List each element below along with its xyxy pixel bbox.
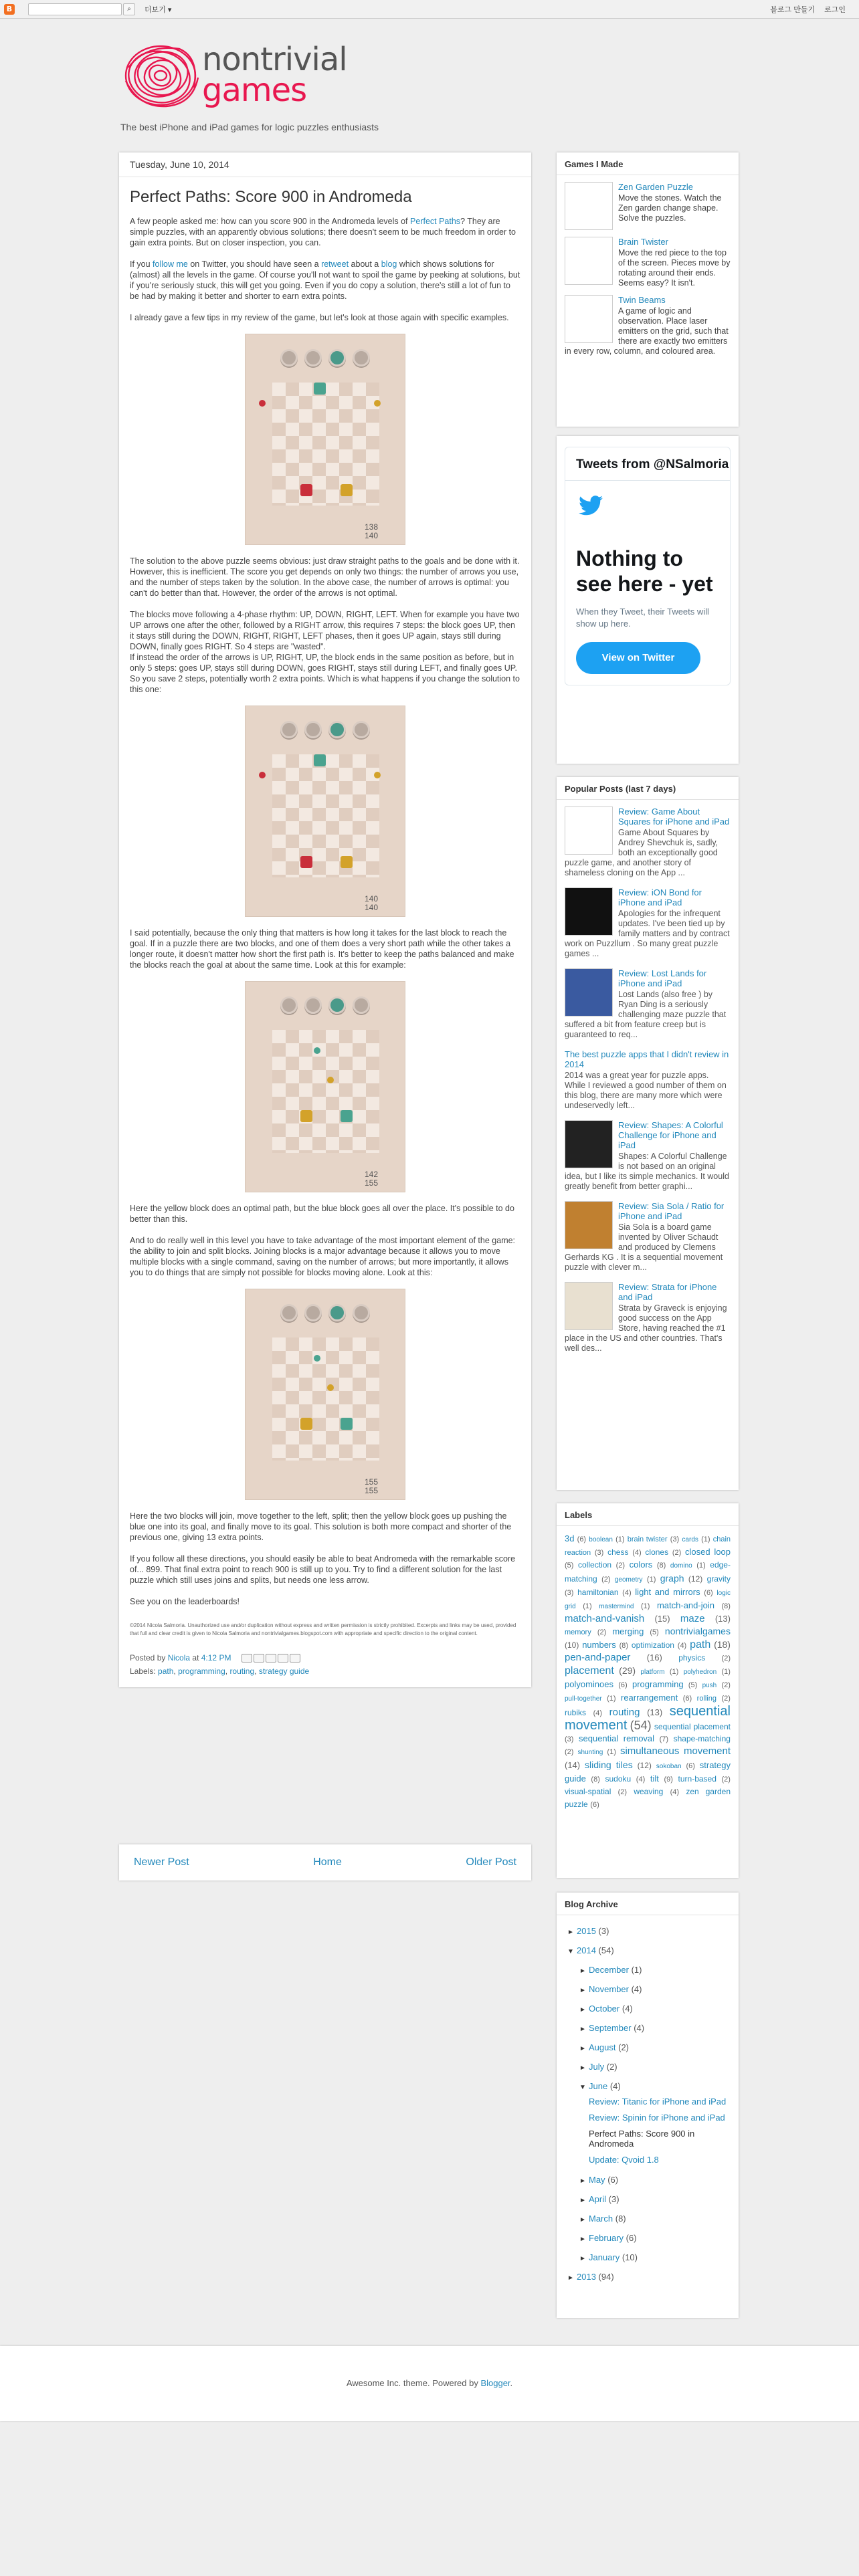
label-link[interactable]: closed loop: [685, 1547, 731, 1557]
game-thumbnail[interactable]: [565, 237, 613, 285]
popular-post-item: [565, 1120, 731, 1192]
popular-post-thumbnail[interactable]: [565, 887, 613, 936]
label-count: (29): [619, 1665, 636, 1676]
archive-link[interactable]: April: [589, 2194, 607, 2204]
label-link[interactable]: match-and-vanish: [565, 1613, 645, 1624]
score-readout: 142 155: [364, 1170, 378, 1188]
archive-count: (4): [622, 2004, 633, 2014]
archive-post-link[interactable]: Update: Qvoid 1.8: [589, 2155, 659, 2165]
label-link[interactable]: placement: [565, 1665, 614, 1677]
widget-title: Blog Archive: [557, 1899, 739, 1915]
label-count: (1): [615, 1535, 625, 1543]
copyright-notice: ©2014 Nicola Salmoria. Unauthorized use and/or duplication without express and written permission is strictly prohibited. Excerpts and links may be used, provided that full and clear credit is given to Nicola Salmoria and nontrivialgames.blogspot.com with appropriate and specific direction to the original content.: [130, 1622, 516, 1636]
label-link[interactable]: 3d: [565, 1533, 575, 1543]
post-footer: Posted by Nicola at 4:12 PM Labels: path, programming, routing, strategy guide: [130, 1653, 310, 1676]
blog-link[interactable]: blog: [381, 259, 397, 269]
post-label-link[interactable]: path: [158, 1667, 174, 1676]
label-count: (4): [636, 1776, 646, 1784]
post-label-link[interactable]: programming: [178, 1667, 225, 1676]
facebook-share-icon[interactable]: [278, 1654, 288, 1662]
paragraph: Here the two blocks will join, move together to the left, split; then the yellow block goes up pushing the blue one into its goal, and finally move to its goal. This solution is both more compact and shorter of the previous one, giving 13 extra points.: [130, 1511, 512, 1542]
label-link[interactable]: merging: [612, 1626, 644, 1636]
label-count: (12): [688, 1574, 703, 1584]
label-count: (1): [701, 1535, 710, 1543]
label-count: (15): [654, 1614, 670, 1624]
popular-post-thumbnail[interactable]: [565, 807, 613, 855]
label-count: (4): [622, 1589, 632, 1597]
label-link[interactable]: logic grid: [565, 1590, 731, 1610]
label-count: (6): [618, 1681, 628, 1689]
page-footer: Awesome Inc. theme. Powered by Blogger.: [0, 2346, 859, 2421]
older-post-link[interactable]: Older Post: [466, 1856, 516, 1868]
popular-posts-widget: [557, 777, 739, 1490]
retweet-link[interactable]: retweet: [321, 259, 349, 269]
label-count: (18): [714, 1639, 731, 1650]
label-count: (1): [721, 1668, 731, 1676]
archive-post-link[interactable]: Perfect Paths: Score 900 in Andromeda: [589, 2129, 695, 2149]
paragraph: I already gave a few tips in my review of the game, but let's look at those again with specific examples.: [130, 313, 509, 322]
label-count: (13): [647, 1707, 663, 1717]
label-count: (1): [646, 1576, 656, 1584]
label-count: (6): [704, 1589, 713, 1597]
game-link[interactable]: Twin Beams: [618, 295, 666, 305]
label-link[interactable]: sliding tiles: [584, 1759, 633, 1770]
label-link[interactable]: clones: [645, 1547, 669, 1557]
blogger-logo[interactable]: B: [4, 4, 15, 15]
label-link[interactable]: rearrangement: [620, 1693, 678, 1703]
archive-year: [565, 1922, 731, 1941]
label-count: (1): [696, 1562, 706, 1570]
label-count: (12): [637, 1761, 652, 1770]
label-link[interactable]: weaving: [634, 1787, 664, 1796]
label-link[interactable]: graph: [660, 1573, 684, 1584]
blog-header: [119, 37, 735, 132]
blog-pager: [119, 1844, 531, 1881]
expand-toggle-icon[interactable]: ►: [579, 2064, 586, 2072]
expand-toggle-icon[interactable]: ►: [579, 2197, 586, 2204]
label-count: (3): [565, 1735, 574, 1743]
twitter-empty-heading: Nothing to see here - yet: [576, 546, 713, 596]
puzzle-board: [272, 1030, 379, 1153]
label-count: (10): [565, 1640, 579, 1650]
post-label-link[interactable]: routing: [229, 1667, 255, 1676]
game-thumbnail[interactable]: [565, 182, 613, 230]
timestamp-link[interactable]: 4:12 PM: [201, 1653, 231, 1662]
game-item: Zen Garden Puzzle Move the stones. Watch the Zen garden change shape. Solve the puzzles.: [565, 182, 731, 230]
expand-toggle-icon[interactable]: ►: [579, 2045, 586, 2052]
popular-post-excerpt: Lost Lands (also free ) by Ryan Ding is a seriously challenging maze puzzle that suffered a bit from feature creep but is guaranteed to req...: [565, 990, 727, 1039]
popular-post-link[interactable]: Review: Strata for iPhone and iPad: [618, 1282, 717, 1302]
label-link[interactable]: chess: [607, 1547, 629, 1557]
blogthis-share-icon[interactable]: [254, 1654, 264, 1662]
label-link[interactable]: shape-matching: [673, 1734, 731, 1743]
popular-post-link[interactable]: Review: Sia Sola / Ratio for iPhone and iPad: [618, 1201, 725, 1221]
label-count: (1): [669, 1668, 679, 1676]
archive-month: [565, 2019, 731, 2038]
follow-me-link[interactable]: follow me: [153, 259, 188, 269]
twitter-bird-icon: [579, 496, 603, 516]
label-link[interactable]: zen garden puzzle: [565, 1787, 731, 1809]
game-link[interactable]: Brain Twister: [618, 237, 668, 247]
archive-year: [565, 2268, 731, 2287]
archive-count: (10): [622, 2252, 638, 2262]
label-count: (4): [670, 1788, 680, 1796]
label-count: (2): [721, 1654, 731, 1662]
label-count: (5): [650, 1628, 659, 1636]
archive-month: [565, 2077, 731, 2097]
puzzle-board: [272, 754, 379, 877]
expand-toggle-icon[interactable]: ►: [567, 1929, 574, 1936]
search-icon: ⌕: [127, 5, 131, 13]
archive-link[interactable]: May: [589, 2175, 605, 2185]
label-count: (2): [721, 1681, 731, 1689]
twitter-header[interactable]: Tweets from @NSalmoria: [565, 457, 730, 481]
post-label-link[interactable]: strategy guide: [258, 1667, 310, 1676]
archive-month: [565, 2171, 731, 2190]
archive-link[interactable]: March: [589, 2214, 613, 2224]
label-link[interactable]: domino: [670, 1562, 692, 1570]
archive-link[interactable]: October: [589, 2004, 620, 2014]
score-readout: 138 140: [364, 522, 378, 540]
archive-post-link[interactable]: Review: Spinin for iPhone and iPad: [589, 2113, 725, 2123]
label-link[interactable]: tilt: [650, 1774, 659, 1784]
archive-link[interactable]: June: [589, 2081, 608, 2091]
share-buttons: [242, 1654, 300, 1662]
expand-toggle-icon[interactable]: ►: [579, 2255, 586, 2262]
popular-post-thumbnail[interactable]: [565, 1120, 613, 1168]
archive-count: (1): [631, 1965, 642, 1975]
score-readout: 155 155: [364, 1477, 378, 1495]
score-readout: 140 140: [364, 894, 378, 912]
paragraph: See you on the leaderboards!: [130, 1597, 240, 1606]
twitter-widget: [557, 436, 739, 764]
archive-count: (54): [598, 1945, 614, 1955]
label-count: (6): [590, 1801, 599, 1809]
pinterest-share-icon[interactable]: [290, 1654, 300, 1662]
label-count: (8): [619, 1642, 629, 1650]
popular-post-thumbnail[interactable]: [565, 968, 613, 1016]
popular-post-item: [565, 887, 731, 959]
label-link[interactable]: cards: [682, 1536, 698, 1543]
blogger-link[interactable]: Blogger: [480, 2378, 510, 2388]
label-count: (5): [688, 1681, 698, 1689]
archive-count: (94): [598, 2272, 614, 2282]
label-count: (3): [594, 1549, 604, 1557]
label-count: (16): [646, 1652, 662, 1662]
label-count: (7): [659, 1735, 669, 1743]
label-count: (1): [607, 1695, 616, 1703]
label-link[interactable]: nontrivialgames: [664, 1626, 731, 1636]
label-link[interactable]: sequential movement: [565, 1704, 731, 1733]
label-link[interactable]: rubiks: [565, 1708, 587, 1717]
label-count: (4): [632, 1549, 642, 1557]
paragraph: If you follow all these directions, you should easily be able to beat Andromeda with the remarkable score of... 899. That final extra point to reach 900 is still up to you. Try to find a different solution for the last puzzle which still uses joins and splits, but needs one less arrow.: [130, 1554, 516, 1585]
archive-post-list: [565, 2097, 731, 2165]
archive-link[interactable]: September: [589, 2023, 632, 2033]
popular-post-excerpt: Strata by Graveck is enjoying good success on the App Store, having reached the #1 place in the US and other countries. That's well des...: [565, 1303, 727, 1353]
label-count: (2): [721, 1776, 731, 1784]
popular-post-link[interactable]: Review: Lost Lands for iPhone and iPad: [618, 968, 707, 988]
label-count: (2): [601, 1576, 611, 1584]
label-link[interactable]: routing: [609, 1707, 640, 1718]
label-link[interactable]: rolling: [696, 1695, 717, 1703]
archive-count: (3): [598, 1926, 609, 1936]
collapse-toggle-icon[interactable]: ▼: [579, 2084, 586, 2091]
popular-post-excerpt: 2014 was a great year for puzzle apps. While I reviewed a good number of them on this blog, there are many more which were undeservedly left...: [565, 1071, 727, 1110]
label-link[interactable]: physics: [678, 1653, 706, 1662]
label-count: (13): [714, 1614, 731, 1624]
archive-month: [565, 2190, 731, 2210]
game-item: Brain Twister Move the red piece to the top of the screen. Pieces move by rotating around their ends. Seems easy? It isn't.: [565, 237, 731, 288]
twitter-timeline: [565, 447, 731, 685]
archive-count: (4): [634, 2023, 645, 2033]
twitter-empty-text: When they Tweet, their Tweets will show up here.: [576, 607, 709, 629]
archive-month: [565, 2248, 731, 2268]
expand-toggle-icon[interactable]: ►: [579, 2177, 586, 2185]
label-link[interactable]: collection: [578, 1560, 612, 1570]
archive-month: [565, 1961, 731, 1980]
author-link[interactable]: Nicola: [167, 1653, 191, 1662]
label-link[interactable]: hamiltonian: [577, 1588, 619, 1597]
label-count: (2): [597, 1628, 607, 1636]
game-screenshot[interactable]: [245, 981, 405, 1192]
popular-post-link[interactable]: Review: iON Bond for iPhone and iPad: [618, 887, 702, 907]
archive-month: [565, 2058, 731, 2077]
label-link[interactable]: path: [690, 1639, 711, 1650]
label-count: (2): [617, 1788, 628, 1796]
archive-year: [565, 1941, 731, 1961]
label-count: (1): [607, 1748, 616, 1756]
label-count: (4): [677, 1642, 687, 1650]
archive-link[interactable]: January: [589, 2252, 620, 2262]
label-link[interactable]: programming: [632, 1679, 684, 1689]
view-on-twitter-button[interactable]: View on Twitter: [576, 642, 700, 674]
label-count: (3): [565, 1589, 574, 1597]
label-link[interactable]: numbers: [582, 1640, 616, 1650]
expand-toggle-icon[interactable]: ►: [579, 1987, 586, 1994]
archive-month: [565, 2210, 731, 2229]
archive-month: [565, 2000, 731, 2019]
archive-count: (2): [606, 2062, 617, 2072]
blog-logo[interactable]: [119, 37, 735, 118]
post-date: Tuesday, June 10, 2014: [119, 159, 531, 177]
game-screenshot[interactable]: [245, 706, 405, 917]
archive-link[interactable]: November: [589, 1984, 629, 1994]
perfect-paths-link[interactable]: Perfect Paths: [410, 217, 461, 226]
label-link[interactable]: brain twister: [627, 1535, 668, 1543]
archive-link[interactable]: December: [589, 1965, 629, 1975]
expand-toggle-icon[interactable]: ►: [579, 2006, 586, 2014]
archive-count: (6): [607, 2175, 619, 2185]
newer-post-link[interactable]: Newer Post: [134, 1856, 189, 1868]
logo-text-games: games: [202, 72, 307, 109]
label-count: (54): [630, 1719, 652, 1732]
popular-post-excerpt: Shapes: A Colorful Challenge is not based on an original idea, but I like its simple mechanics. It would greatly benefit from better graphi...: [565, 1152, 729, 1191]
label-link[interactable]: polyhedron: [683, 1669, 717, 1676]
archive-count: (2): [618, 2042, 629, 2052]
archive-link[interactable]: February: [589, 2233, 624, 2243]
label-link[interactable]: light and mirrors: [635, 1587, 700, 1597]
popular-post-thumbnail[interactable]: [565, 1282, 613, 1330]
widget-title: Popular Posts (last 7 days): [557, 784, 739, 800]
popular-post-item: [565, 807, 731, 878]
archive-count: (4): [609, 2081, 621, 2091]
archive-list: [565, 1922, 731, 2287]
paragraph: A few people asked me: how can you score 900 in the Andromeda levels of Perfect Paths? They are simple puzzles, with an apparently obvious solutions; there doesn't seem to be much freedom in order to gain extra points. But on closer inspection, you can.: [130, 217, 516, 247]
create-blog-link[interactable]: 블로그 만들기: [770, 5, 816, 14]
label-count: (2): [721, 1695, 731, 1703]
label-count: (9): [664, 1776, 673, 1784]
archive-count: (4): [631, 1984, 642, 1994]
blog-archive-widget: [557, 1893, 739, 2318]
label-link[interactable]: simultaneous movement: [619, 1745, 731, 1757]
expand-toggle-icon[interactable]: ►: [579, 1967, 586, 1975]
label-link[interactable]: chain reaction: [565, 1535, 731, 1557]
archive-link[interactable]: August: [589, 2042, 616, 2052]
label-count: (6): [682, 1695, 692, 1703]
archive-link[interactable]: 2014: [577, 1945, 596, 1955]
popular-post-link[interactable]: Review: Game About Squares for iPhone and iPad: [618, 807, 730, 827]
label-link[interactable]: sudoku: [605, 1774, 632, 1784]
game-screenshot[interactable]: [245, 334, 405, 545]
label-link[interactable]: memory: [565, 1628, 591, 1636]
popular-post-thumbnail[interactable]: [565, 1201, 613, 1249]
archive-month: [565, 1980, 731, 2000]
post-container: [119, 152, 531, 1687]
archive-count: (3): [608, 2194, 619, 2204]
archive-link[interactable]: 2015: [577, 1926, 596, 1936]
paragraph: Here the yellow block does an optimal path, but the blue block goes all over the place. It's possible to do better than this.: [130, 1204, 514, 1224]
popular-post-link[interactable]: The best puzzle apps that I didn't review in 2014: [565, 1049, 729, 1069]
archive-month: [565, 2038, 731, 2058]
logo-text-nontrivial: nontrivial: [202, 41, 347, 78]
label-link[interactable]: polyominoes: [565, 1679, 613, 1689]
popular-post-excerpt: Game About Squares by Andrey Shevchuk is, sadly, both an exceptionally good puzzle game, and another story of shameless cloning on the App ...: [565, 828, 719, 877]
label-link[interactable]: strategy guide: [565, 1760, 731, 1784]
expand-toggle-icon[interactable]: ►: [567, 2274, 574, 2282]
label-count: (2): [615, 1562, 626, 1570]
labels-widget: [557, 1503, 739, 1878]
expand-toggle-icon[interactable]: ►: [579, 2236, 586, 2243]
games-widget: [557, 152, 739, 427]
post-body: [130, 216, 520, 1638]
game-item: Twin Beams A game of logic and observation. Place laser emitters on the grid, such that there are exactly two emitters in every row, column, and coloured area.: [565, 295, 731, 356]
home-link[interactable]: Home: [313, 1856, 342, 1868]
label-link[interactable]: platform: [640, 1669, 665, 1676]
post-title: Perfect Paths: Score 900 in Andromeda: [130, 188, 412, 206]
label-link[interactable]: shunting: [577, 1749, 603, 1756]
label-count: (1): [640, 1602, 650, 1610]
label-link[interactable]: colors: [629, 1560, 653, 1570]
label-link[interactable]: push: [702, 1682, 717, 1689]
popular-post-excerpt: Sia Sola is a board game invented by Oliver Schaudt and produced by Clemens Gerhards KG . It is a sequential movement puzzle with clever m...: [565, 1222, 723, 1272]
label-count: (6): [577, 1535, 587, 1543]
label-count: (5): [565, 1562, 574, 1570]
archive-link[interactable]: July: [589, 2062, 605, 2072]
paragraph: And to do really well in this level you have to take advantage of the most important element of the game: the ability to join and split blocks. Joining blocks is a major advantage because it allows you to move multiple blocks with a single command, saving on the number of arrows; but more importantly, it allows you to do things that are simply not possible for blocks moving alone. Look at this:: [130, 1236, 516, 1277]
label-link[interactable]: sequential removal: [579, 1733, 655, 1743]
blog-tagline: The best iPhone and iPad games for logic puzzles enthusiasts: [120, 122, 379, 132]
paragraph: The solution to the above puzzle seems obvious: just draw straight paths to the goals and be done with it. However, this is inefficient. The score you get depends on only two things: the number of arrows you use, and the number of steps taken by the solution. In the above case, the number of arrows is optimal: you can't do better than that. However, the order of the arrows is not optimal.: [130, 556, 520, 598]
popular-post-excerpt: Apologies for the infrequent updates. I've been tied up by family matters and by contract work on Puzzllum . So many great puzzle games ...: [565, 909, 730, 958]
popular-post-link[interactable]: Review: Shapes: A Colorful Challenge for iPhone and iPad: [618, 1120, 723, 1150]
archive-post-link[interactable]: Review: Titanic for iPhone and iPad: [589, 2097, 727, 2107]
widget-title: Games I Made: [557, 159, 739, 175]
paragraph: The blocks move following a 4-phase rhythm: UP, DOWN, RIGHT, LEFT. When for example you have two UP arrows one after the other, followed by a RIGHT arrow, this requires 7 steps: the block goes UP, then it stays still during the DOWN, RIGHT, RIGHT, LEFT phases, then it goes UP again, stays still during DOWN, finally goes RIGHT. So 4 steps are "wasted". If instead the order of the arrows is UP, RIGHT, UP, the block ends in the same position as before, but in only 5 steps: goes UP, stays still during DOWN, goes RIGHT, stays still during LEFT, and finally goes UP. So you save 2 steps, potentially worth 2 extra points. Which is what happens if you change the solution to this one:: [130, 610, 520, 694]
label-count: (3): [670, 1535, 680, 1543]
game-screenshot[interactable]: [245, 1289, 405, 1500]
label-link[interactable]: match-and-join: [656, 1600, 714, 1610]
expand-toggle-icon[interactable]: ►: [579, 2216, 586, 2224]
paragraph: If you follow me on Twitter, you should have seen a retweet about a blog which shows solutions for (almost) all the levels in the game. Of course you'll not want to spoil the game by peeking at solutions, but if you're seriously stuck, this will get you going. Even if you do copy a solution, there's still a lot of fun to be had by making it better and shorter to earn extra points.: [130, 259, 520, 301]
label-link[interactable]: sokoban: [656, 1763, 682, 1770]
navbar-search-input[interactable]: [28, 3, 122, 15]
expand-toggle-icon[interactable]: ►: [579, 2026, 586, 2033]
label-link[interactable]: maze: [680, 1613, 705, 1624]
twitter-share-icon[interactable]: [266, 1654, 276, 1662]
popular-post-item: [565, 968, 731, 1040]
label-count: (14): [565, 1760, 581, 1770]
navbar-more-menu[interactable]: 더보기 ▾: [145, 5, 172, 14]
archive-link[interactable]: 2013: [577, 2272, 596, 2282]
label-count: (2): [672, 1549, 682, 1557]
paragraph: I said potentially, because the only thing that matters is how long it takes for the last block to reach the goal. If in a puzzle there are two blocks, and one of them does a very short path while the other takes a longer route, it doesn't matter how short the first path is. It's better to keep the paths balanced and make the blocks reach the goal at about the same time. Look at this for example:: [130, 928, 514, 970]
label-count: (6): [686, 1762, 695, 1770]
label-link[interactable]: pen-and-paper: [565, 1652, 631, 1663]
label-count: (4): [593, 1709, 603, 1717]
popular-post-item: [565, 1049, 731, 1111]
archive-month: [565, 2229, 731, 2248]
label-link[interactable]: boolean: [589, 1536, 613, 1543]
blogger-navbar: [0, 0, 859, 19]
label-link[interactable]: pull-together: [565, 1695, 602, 1703]
label-link[interactable]: edge-matching: [565, 1560, 731, 1584]
label-link[interactable]: geometry: [614, 1576, 643, 1584]
navbar-search-button[interactable]: [123, 3, 135, 15]
puzzle-board: [272, 383, 379, 506]
label-link[interactable]: visual-spatial: [565, 1787, 611, 1796]
widget-title: Labels: [557, 1510, 739, 1526]
email-share-icon[interactable]: [242, 1654, 252, 1662]
label-link[interactable]: gravity: [706, 1574, 731, 1584]
archive-count: (8): [615, 2214, 626, 2224]
popular-post-item: [565, 1282, 731, 1354]
sign-in-link[interactable]: 로그인: [824, 5, 846, 14]
label-cloud: [565, 1533, 731, 1811]
game-thumbnail[interactable]: [565, 295, 613, 343]
scribble-logo-icon: [119, 41, 206, 114]
game-link[interactable]: Zen Garden Puzzle: [618, 182, 694, 192]
label-link[interactable]: optimization: [631, 1640, 674, 1650]
collapse-toggle-icon[interactable]: ▼: [567, 1948, 574, 1955]
label-count: (8): [591, 1776, 600, 1784]
label-count: (1): [583, 1602, 592, 1610]
label-link[interactable]: mastermind: [599, 1603, 634, 1610]
label-count: (8): [656, 1562, 666, 1570]
archive-count: (6): [626, 2233, 637, 2243]
puzzle-board: [272, 1337, 379, 1461]
popular-post-item: [565, 1201, 731, 1273]
label-count: (2): [565, 1748, 574, 1756]
label-count: (8): [721, 1602, 731, 1610]
label-link[interactable]: sequential placement: [654, 1722, 731, 1731]
label-link[interactable]: turn-based: [678, 1774, 717, 1784]
